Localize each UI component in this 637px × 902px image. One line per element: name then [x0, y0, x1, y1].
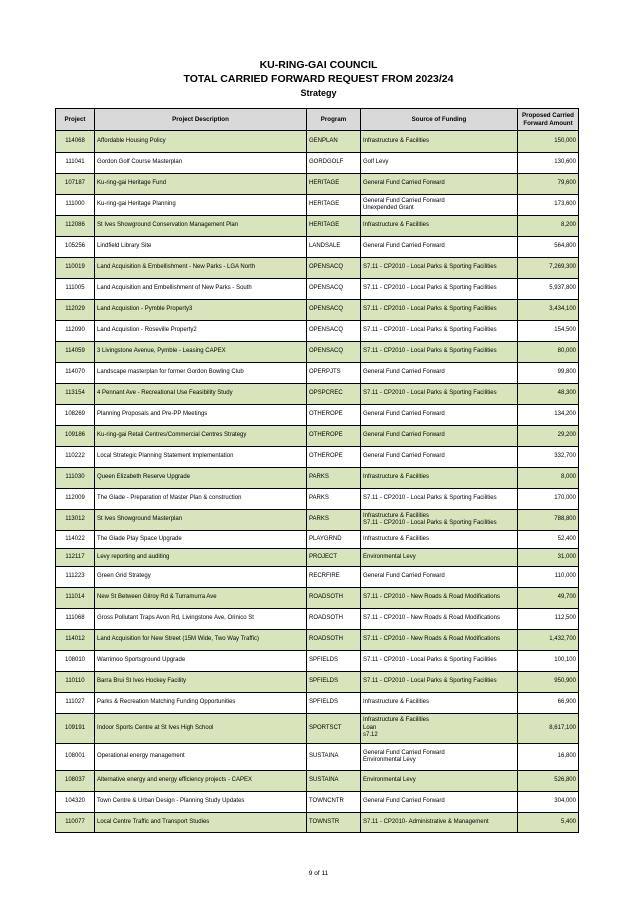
- project-number-cell: 108001: [56, 744, 95, 771]
- program-cell: ROADSOTH: [307, 630, 361, 651]
- project-description-cell: Lindfield Library Site: [95, 237, 307, 258]
- table-row: [56, 321, 579, 342]
- carried-forward-table: [55, 108, 579, 833]
- funding-source-line: S7.11 - CP2010 - New Roads & Road Modifications: [363, 594, 500, 601]
- page-number: 9 of 11: [308, 870, 329, 877]
- project-description-cell: St Ives Showground Masterplan: [95, 510, 307, 531]
- funding-source-cell: [361, 531, 518, 549]
- project-description-cell: Warrimoo Sportsground Upgrade: [95, 651, 307, 672]
- program-cell: OPENSACQ: [307, 258, 361, 279]
- table-row: [56, 153, 579, 174]
- funding-source-cell: [361, 321, 518, 342]
- project-number-cell: 111000: [56, 195, 95, 216]
- table-row: [56, 174, 579, 195]
- project-number-cell: 114070: [56, 363, 95, 384]
- table-row: [56, 342, 579, 363]
- project-description-cell: Planning Proposals and Pre-PP Meetings: [95, 405, 307, 426]
- funding-source-cell: [361, 651, 518, 672]
- amount-cell: 52,400: [518, 531, 579, 549]
- amount-cell: 110,000: [518, 567, 579, 588]
- funding-source-line: S7.11 - CP2010 - New Roads & Road Modifications: [363, 636, 500, 643]
- funding-source-cell: [361, 426, 518, 447]
- funding-source-line: S7.11 - CP2010 - Local Parks & Sporting Facilities: [363, 495, 497, 502]
- table-header-row: [56, 109, 579, 131]
- table-row: [56, 468, 579, 489]
- project-description-cell: Land Acquisition and Embellishment of New Parks - South: [95, 279, 307, 300]
- table-row: [56, 567, 579, 588]
- amount-cell: 31,000: [518, 549, 579, 567]
- page-subtitle: TOTAL CARRIED FORWARD REQUEST FROM 2023/24: [183, 73, 454, 85]
- funding-source-cell: [361, 771, 518, 792]
- project-number-cell: 110110: [56, 672, 95, 693]
- funding-source-line: s7.12: [363, 732, 378, 739]
- funding-source-cell: [361, 384, 518, 405]
- funding-source-line: Infrastructure & Facilities: [363, 474, 430, 481]
- program-cell: LANDSALE: [307, 237, 361, 258]
- table-row: [56, 300, 579, 321]
- program-cell: GORDGOLF: [307, 153, 361, 174]
- table-row: [56, 771, 579, 792]
- funding-source-cell: [361, 405, 518, 426]
- amount-cell: 66,900: [518, 693, 579, 714]
- table-row: [56, 609, 579, 630]
- funding-source-line: Environmental Levy: [363, 553, 416, 560]
- table-row: [56, 510, 579, 531]
- funding-source-cell: [361, 447, 518, 468]
- funding-source-line: General Fund Carried Forward: [363, 573, 445, 580]
- amount-cell: 80,000: [518, 342, 579, 363]
- amount-cell: 788,800: [518, 510, 579, 531]
- program-cell: RECRFIRE: [307, 567, 361, 588]
- funding-source-cell: [361, 567, 518, 588]
- project-description-cell: Ku-ring-gai Heritage Fund: [95, 174, 307, 195]
- project-number-cell: 112117: [56, 549, 95, 567]
- program-cell: OPENSACQ: [307, 342, 361, 363]
- funding-source-line: S7.11 - CP2010 - Local Parks & Sporting Facilities: [363, 306, 497, 313]
- funding-source-cell: [361, 279, 518, 300]
- amount-cell: 8,200: [518, 216, 579, 237]
- column-header-project: Project: [56, 109, 95, 131]
- table-row: [56, 630, 579, 651]
- project-number-cell: 111005: [56, 279, 95, 300]
- program-cell: SPORTSCT: [307, 714, 361, 744]
- amount-cell: 3,434,100: [518, 300, 579, 321]
- funding-source-line: Unexpended Grant: [363, 205, 414, 211]
- funding-source-line: S7.11 - CP2010- Administrative & Management: [363, 818, 489, 825]
- project-number-cell: 113012: [56, 510, 95, 531]
- funding-source-cell: [361, 489, 518, 510]
- funding-source-line: S7.11 - CP2010 - Local Parks & Sporting Facilities: [363, 390, 497, 397]
- amount-cell: 48,300: [518, 384, 579, 405]
- funding-source-cell: [361, 630, 518, 651]
- program-cell: PARKS: [307, 468, 361, 489]
- table-row: [56, 258, 579, 279]
- column-header-funding: Source of Funding: [361, 109, 518, 131]
- project-description-cell: Land Acquisition & Embellishment - New Parks - LGA North: [95, 258, 307, 279]
- program-cell: OPENSACQ: [307, 279, 361, 300]
- amount-cell: 173,600: [518, 195, 579, 216]
- project-description-cell: Gordon Golf Course Masterplan: [95, 153, 307, 174]
- amount-cell: 170,000: [518, 489, 579, 510]
- table-row: [56, 549, 579, 567]
- funding-source-line: General Fund Carried Forward: [363, 432, 445, 439]
- funding-source-line: S7.11 - CP2010 - Local Parks & Sporting Facilities: [363, 678, 497, 685]
- program-cell: SPFIELDS: [307, 693, 361, 714]
- program-cell: PARKS: [307, 489, 361, 510]
- project-number-cell: 111223: [56, 567, 95, 588]
- table-row: [56, 588, 579, 609]
- program-cell: ROADSOTH: [307, 609, 361, 630]
- table-row: [56, 447, 579, 468]
- funding-source-line: General Fund Carried Forward: [363, 749, 445, 756]
- funding-source-line: General Fund Carried Forward: [363, 243, 445, 250]
- project-description-cell: Indoor Sports Centre at St Ives High School: [95, 714, 307, 744]
- table-row: [56, 489, 579, 510]
- table-row: [56, 714, 579, 744]
- project-description-cell: Barra Brui St Ives Hockey Facility: [95, 672, 307, 693]
- program-cell: OTHEROPE: [307, 426, 361, 447]
- program-cell: TOWNCNTR: [307, 792, 361, 813]
- amount-cell: 7,269,300: [518, 258, 579, 279]
- project-description-cell: 4 Pennant Ave - Recreational Use Feasibility Study: [95, 384, 307, 405]
- amount-cell: 332,700: [518, 447, 579, 468]
- funding-source-cell: [361, 588, 518, 609]
- page-title: KU-RING-GAI COUNCIL: [259, 59, 378, 71]
- funding-source-cell: [361, 672, 518, 693]
- amount-cell: 8,000: [518, 468, 579, 489]
- funding-source-line: Loan: [363, 724, 377, 731]
- project-description-cell: Land Acquistion - Roseville Property2: [95, 321, 307, 342]
- funding-source-cell: [361, 792, 518, 813]
- funding-source-cell: [361, 363, 518, 384]
- program-cell: ROADSOTH: [307, 588, 361, 609]
- amount-cell: 16,800: [518, 744, 579, 771]
- funding-source-line: Environmental Levy: [363, 777, 416, 784]
- amount-cell: 112,500: [518, 609, 579, 630]
- section-title: Strategy: [300, 88, 337, 98]
- amount-cell: 134,200: [518, 405, 579, 426]
- program-cell: OPENSACQ: [307, 321, 361, 342]
- project-number-cell: 114068: [56, 131, 95, 153]
- funding-source-cell: [361, 813, 518, 833]
- table-row: [56, 792, 579, 813]
- table-row: [56, 195, 579, 216]
- project-number-cell: 108010: [56, 651, 95, 672]
- program-cell: HERITAGE: [307, 195, 361, 216]
- funding-source-line: S7.11 - CP2010 - Local Parks & Sporting Facilities: [363, 657, 497, 664]
- project-number-cell: 114059: [56, 342, 95, 363]
- table-row: [56, 531, 579, 549]
- program-cell: PARKS: [307, 510, 361, 531]
- funding-source-line: General Fund Carried Forward: [363, 411, 445, 418]
- project-description-cell: Green Grid Strategy: [95, 567, 307, 588]
- funding-source-cell: [361, 714, 518, 744]
- table-row: [56, 131, 579, 153]
- project-number-cell: 112090: [56, 321, 95, 342]
- table-row: [56, 384, 579, 405]
- program-cell: GENPLAN: [307, 131, 361, 153]
- funding-source-line: Infrastructure & Facilities: [363, 535, 430, 542]
- funding-source-line: S7.11 - CP2010 - Local Parks & Sporting Facilities: [363, 327, 497, 334]
- funding-source-cell: [361, 510, 518, 531]
- funding-source-line: Infrastructure & Facilities: [363, 512, 430, 519]
- table-row: [56, 279, 579, 300]
- amount-cell: 99,800: [518, 363, 579, 384]
- funding-source-line: S7.11 - CP2010 - Local Parks & Sporting Facilities: [363, 520, 497, 526]
- project-number-cell: 111041: [56, 153, 95, 174]
- funding-source-line: Infrastructure & Facilities: [363, 222, 430, 229]
- funding-source-cell: [361, 468, 518, 489]
- project-description-cell: Parks & Recreation Matching Funding Opportunities: [95, 693, 307, 714]
- funding-source-line: General Fund Carried Forward: [363, 180, 445, 187]
- funding-source-line: General Fund Carried Forward: [363, 798, 445, 805]
- project-number-cell: 114012: [56, 630, 95, 651]
- project-number-cell: 113154: [56, 384, 95, 405]
- project-number-cell: 112086: [56, 216, 95, 237]
- column-header-program: Program: [307, 109, 361, 131]
- project-number-cell: 114022: [56, 531, 95, 549]
- project-number-cell: 111030: [56, 468, 95, 489]
- funding-source-line: General Fund Carried Forward: [363, 197, 445, 204]
- program-cell: SPFIELDS: [307, 672, 361, 693]
- project-description-cell: St Ives Showground Conservation Management Plan: [95, 216, 307, 237]
- project-number-cell: 110077: [56, 813, 95, 833]
- table-body: [56, 131, 579, 833]
- project-number-cell: 104320: [56, 792, 95, 813]
- funding-source-line: Golf Levy: [363, 159, 389, 166]
- project-description-cell: Gross Pollutant Traps Avon Rd, Livingstone Ave, Orinico St: [95, 609, 307, 630]
- project-number-cell: 105256: [56, 237, 95, 258]
- project-description-cell: Local Strategic Planning Statement Implementation: [95, 447, 307, 468]
- table-row: [56, 651, 579, 672]
- amount-cell: 950,900: [518, 672, 579, 693]
- column-header-description: Project Description: [95, 109, 307, 131]
- table-row: [56, 216, 579, 237]
- funding-source-cell: [361, 131, 518, 153]
- funding-source-cell: [361, 342, 518, 363]
- funding-source-line: S7.11 - CP2010 - New Roads & Road Modifications: [363, 615, 500, 622]
- amount-cell: 8,617,100: [518, 714, 579, 744]
- amount-cell: 1,432,700: [518, 630, 579, 651]
- project-description-cell: Landscape masterplan for former Gordon Bowling Club: [95, 363, 307, 384]
- project-description-cell: Ku-ring-gai Retail Centres/Commercial Centres Strategy: [95, 426, 307, 447]
- project-description-cell: The Glade - Preparation of Master Plan & construction: [95, 489, 307, 510]
- funding-source-line: Infrastructure & Facilities: [363, 137, 430, 144]
- funding-source-cell: [361, 216, 518, 237]
- project-description-cell: New St Between Gilroy Rd & Turramurra Ave: [95, 588, 307, 609]
- project-description-cell: Alternative energy and energy efficiency projects - CAPEX: [95, 771, 307, 792]
- table-row: [56, 813, 579, 833]
- project-number-cell: 111014: [56, 588, 95, 609]
- project-description-cell: Ku-ring-gai Heritage Planning: [95, 195, 307, 216]
- program-cell: TOWNSTR: [307, 813, 361, 833]
- project-number-cell: 110019: [56, 258, 95, 279]
- funding-source-line: General Fund Carried Forward: [363, 369, 445, 376]
- table-row: [56, 237, 579, 258]
- table-row: [56, 693, 579, 714]
- amount-cell: 526,800: [518, 771, 579, 792]
- table-row: [56, 672, 579, 693]
- project-number-cell: 112009: [56, 489, 95, 510]
- project-description-cell: Affordable Housing Policy: [95, 131, 307, 153]
- funding-source-line: Infrastructure & Facilities: [363, 699, 430, 706]
- amount-cell: 29,200: [518, 426, 579, 447]
- amount-cell: 79,600: [518, 174, 579, 195]
- project-number-cell: 111068: [56, 609, 95, 630]
- program-cell: SPFIELDS: [307, 651, 361, 672]
- project-description-cell: Queen Elizabeth Reserve Upgrade: [95, 468, 307, 489]
- amount-cell: 5,937,800: [518, 279, 579, 300]
- column-header-amount: Proposed Carried Forward Amount: [518, 109, 579, 131]
- program-cell: SUSTAINA: [307, 771, 361, 792]
- project-number-cell: 112029: [56, 300, 95, 321]
- project-number-cell: 110222: [56, 447, 95, 468]
- amount-cell: 130,600: [518, 153, 579, 174]
- funding-source-cell: [361, 153, 518, 174]
- funding-source-line: S7.11 - CP2010 - Local Parks & Sporting Facilities: [363, 348, 497, 355]
- amount-cell: 100,100: [518, 651, 579, 672]
- program-cell: OPSPCREC: [307, 384, 361, 405]
- funding-source-cell: [361, 300, 518, 321]
- amount-cell: 5,400: [518, 813, 579, 833]
- funding-source-line: General Fund Carried Forward: [363, 453, 445, 460]
- project-number-cell: 108269: [56, 405, 95, 426]
- funding-source-cell: [361, 609, 518, 630]
- project-description-cell: The Glade Play Space Upgrade: [95, 531, 307, 549]
- project-number-cell: 111027: [56, 693, 95, 714]
- funding-source-cell: [361, 258, 518, 279]
- project-number-cell: 109186: [56, 426, 95, 447]
- program-cell: HERITAGE: [307, 216, 361, 237]
- amount-cell: 150,000: [518, 131, 579, 153]
- project-description-cell: Land Acquisition for New Street (15M Wide, Two Way Traffic): [95, 630, 307, 651]
- table-row: [56, 744, 579, 771]
- project-description-cell: Land Acquistion - Pymble Property3: [95, 300, 307, 321]
- program-cell: PLAYGRND: [307, 531, 361, 549]
- program-cell: OPENSACQ: [307, 300, 361, 321]
- amount-cell: 49,700: [518, 588, 579, 609]
- amount-cell: 304,000: [518, 792, 579, 813]
- project-description-cell: Town Centre & Urban Design - Planning Study Updates: [95, 792, 307, 813]
- program-cell: OTHEROPE: [307, 405, 361, 426]
- project-number-cell: 108037: [56, 771, 95, 792]
- amount-cell: 154,500: [518, 321, 579, 342]
- table-row: [56, 405, 579, 426]
- program-cell: SUSTAINA: [307, 744, 361, 771]
- funding-source-line: Environmental Levy: [363, 757, 416, 763]
- funding-source-cell: [361, 237, 518, 258]
- funding-source-cell: [361, 744, 518, 771]
- program-cell: OPERPJTS: [307, 363, 361, 384]
- program-cell: PROJECT: [307, 549, 361, 567]
- project-number-cell: 109191: [56, 714, 95, 744]
- funding-source-line: S7.11 - CP2010 - Local Parks & Sporting Facilities: [363, 285, 497, 292]
- funding-source-cell: [361, 549, 518, 567]
- program-cell: HERITAGE: [307, 174, 361, 195]
- funding-source-line: S7.11 - CP2010 - Local Parks & Sporting Facilities: [363, 264, 497, 271]
- project-description-cell: Operational energy management: [95, 744, 307, 771]
- funding-source-line: Infrastructure & Facilities: [363, 717, 430, 724]
- funding-source-cell: [361, 174, 518, 195]
- amount-cell: 564,800: [518, 237, 579, 258]
- funding-source-cell: [361, 693, 518, 714]
- project-description-cell: Local Centre Traffic and Transport Studies: [95, 813, 307, 833]
- project-number-cell: 107187: [56, 174, 95, 195]
- table-row: [56, 363, 579, 384]
- funding-source-cell: [361, 195, 518, 216]
- program-cell: OTHEROPE: [307, 447, 361, 468]
- project-description-cell: Levy reporting and auditing: [95, 549, 307, 567]
- project-description-cell: 3 Livingstone Avenue, Pymble - Leasing CAPEX: [95, 342, 307, 363]
- table-row: [56, 426, 579, 447]
